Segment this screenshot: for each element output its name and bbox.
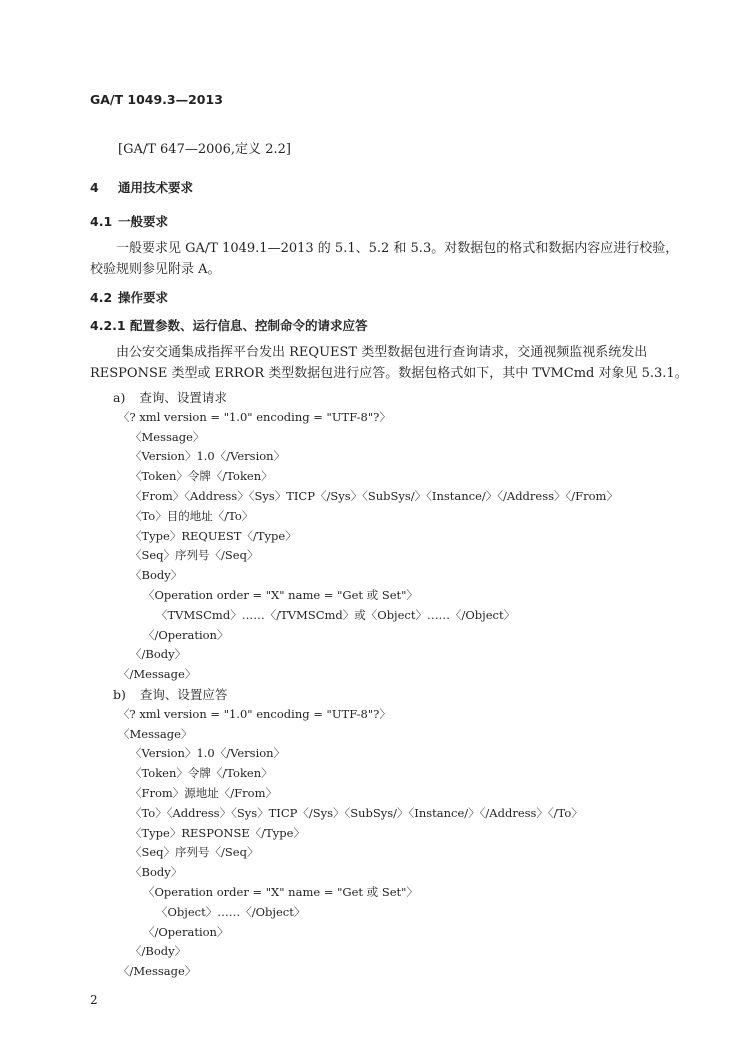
code-line: 〈Message〉 (130, 429, 205, 444)
section-title: 一般要求 (118, 214, 169, 229)
page-number: 2 (90, 992, 98, 1007)
list-title: 查询、设置应答 (139, 686, 228, 702)
document-page (90, 0, 690, 1040)
code-line: 〈To〉〈Address〉〈Sys〉TICP〈/Sys〉〈SubSys/〉〈Instance/〉〈/Address〉〈/To〉 (130, 805, 583, 820)
code-line: 〈/Message〉 (118, 964, 197, 979)
section-number: 4.2 (90, 290, 113, 305)
code-line: 〈Type〉REQUEST〈/Type〉 (130, 528, 297, 543)
code-line: 〈Message〉 (118, 726, 193, 741)
section-4-1-heading (90, 212, 690, 232)
section-4-2-1-paragraph: 由公安交通集成指挥平台发出 REQUEST 类型数据包进行查询请求，交通视频监视系统发出 RESPONSE 类型或 ERROR 类型数据包进行应答。数据包格式如下，其中 TVMCmd 对象见 5.3.1。 (90, 345, 688, 381)
section-4-heading (90, 178, 690, 198)
code-line: 〈Type〉RESPONSE〈/Type〉 (130, 825, 305, 840)
list-item-label (90, 685, 690, 705)
code-line: 〈/Body〉 (130, 647, 187, 662)
code-line: 〈Object〉……〈/Object〉 (156, 904, 306, 919)
code-line: 〈? xml version = "1.0" encoding = "UTF-8"?〉 (118, 409, 391, 424)
section-title: 配置参数、运行信息、控制命令的请求应答 (130, 318, 368, 333)
code-line: 〈Token〉令牌〈/Token〉 (130, 766, 273, 781)
code-line: 〈/Body〉 (130, 944, 187, 959)
code-line: 〈/Operation〉 (143, 627, 229, 642)
code-line: 〈Operation order = "X" name = "Get 或 Set"〉 (143, 587, 418, 602)
section-number: 4.1 (90, 214, 113, 229)
section-title: 操作要求 (118, 290, 169, 305)
code-line: 〈From〉源地址〈/From〉 (130, 785, 277, 800)
reference-citation: [GA/T 647—2006,定义 2.2] (118, 142, 291, 157)
code-line: 〈/Operation〉 (143, 924, 229, 939)
code-line: 〈To〉目的地址〈/To〉 (130, 508, 254, 523)
document-header: GA/T 1049.3—2013 (90, 92, 223, 107)
code-line: 〈Version〉1.0〈/Version〉 (130, 746, 286, 761)
code-line: 〈Token〉令牌〈/Token〉 (130, 469, 273, 484)
section-4-1-paragraph: 一般要求见 GA/T 1049.1—2013 的 5.1、5.2 和 5.3。对数据包的格式和数据内容应进行校验，校验规则参见附录 A。 (90, 241, 679, 277)
section-4-2-1-heading (90, 316, 690, 336)
code-line: 〈Body〉 (130, 865, 183, 880)
list-title: 查询、设置请求 (139, 390, 227, 405)
list-item-label (90, 388, 690, 408)
code-line: 〈/Message〉 (118, 667, 197, 682)
section-number: 4.2.1 (90, 318, 126, 333)
list-marker: b) (113, 686, 126, 702)
section-title: 通用技术要求 (118, 180, 194, 195)
code-line: 〈Version〉1.0〈/Version〉 (130, 449, 286, 464)
section-number: 4 (90, 180, 99, 195)
code-line: 〈? xml version = "1.0" encoding = "UTF-8"?〉 (118, 706, 391, 721)
request-xml-block (90, 388, 690, 982)
code-line: 〈Seq〉序列号〈/Seq〉 (130, 548, 259, 563)
list-marker: a) (113, 390, 126, 405)
code-line: 〈Operation order = "X" name = "Get 或 Set"〉 (143, 884, 418, 899)
section-4-2-heading (90, 288, 690, 308)
code-line: 〈Body〉 (130, 568, 183, 583)
code-line: 〈TVMSCmd〉……〈/TVMSCmd〉或〈Object〉……〈/Object〉 (156, 607, 516, 622)
code-line: 〈Seq〉序列号〈/Seq〉 (130, 845, 259, 860)
code-line: 〈From〉〈Address〉〈Sys〉TICP〈/Sys〉〈SubSys/〉〈Instance/〉〈/Address〉〈/From〉 (130, 488, 618, 503)
